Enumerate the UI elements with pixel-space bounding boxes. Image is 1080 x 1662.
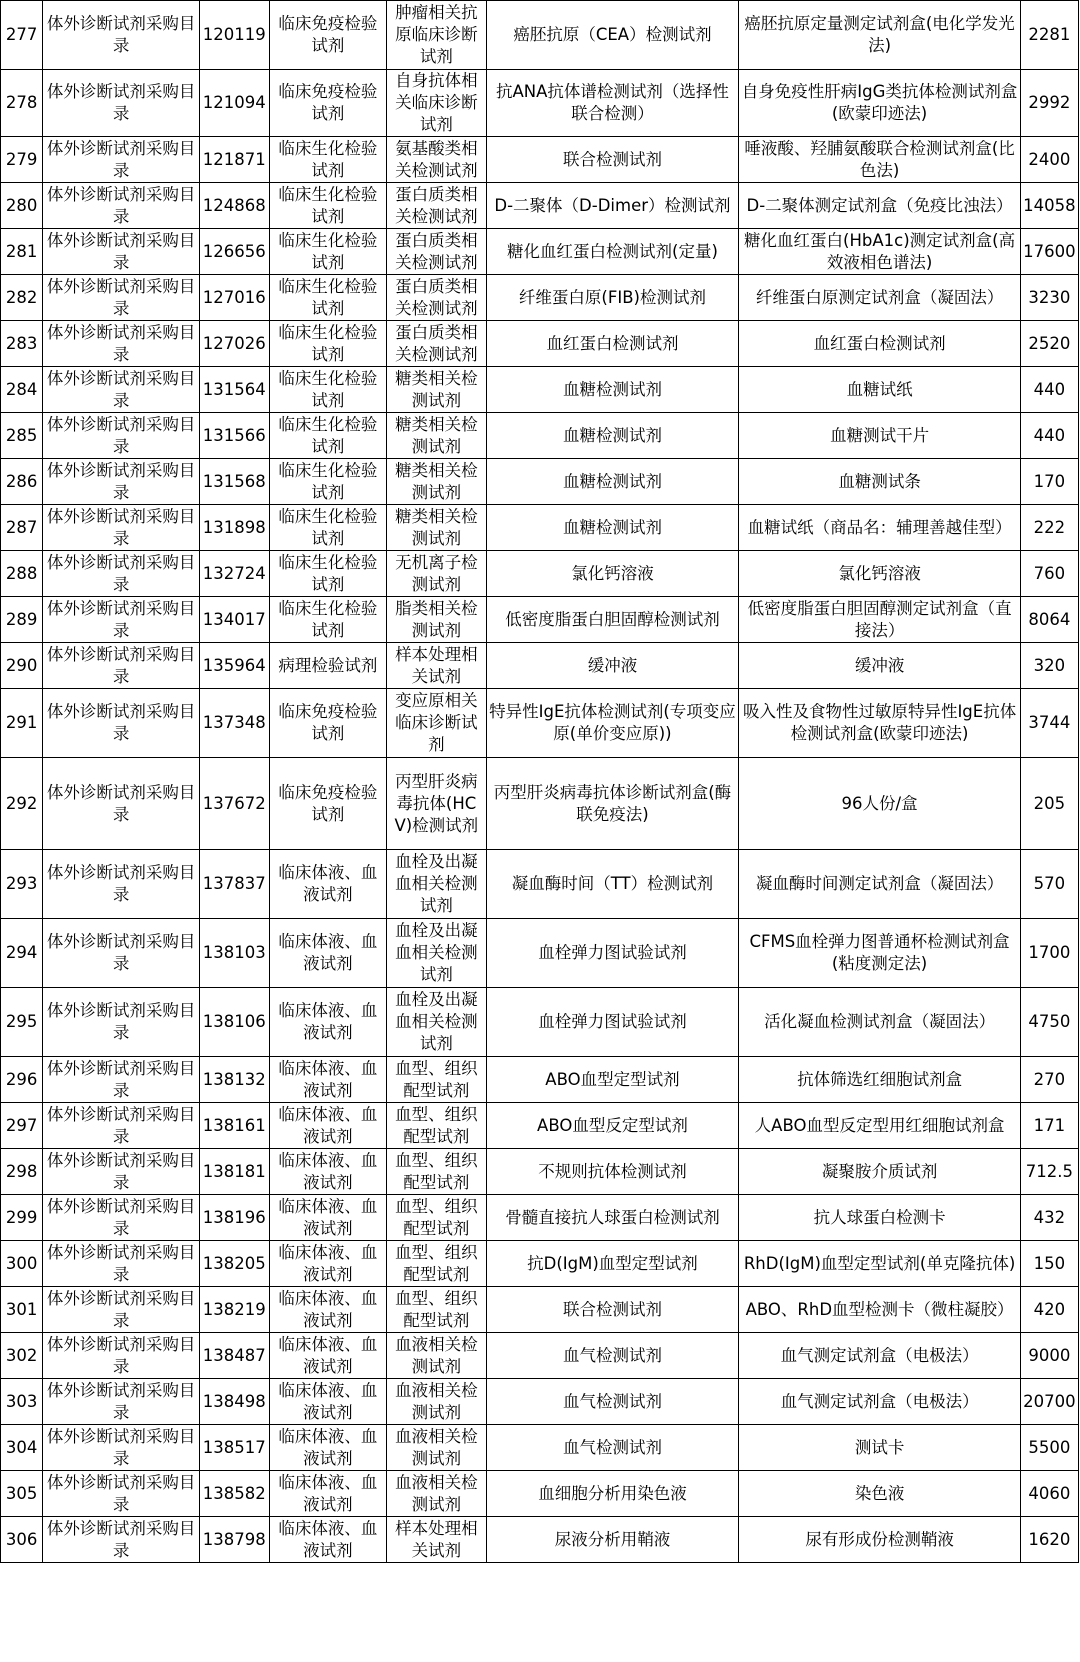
cell-reagent-name: 不规则抗体检测试剂 bbox=[486, 1149, 739, 1195]
cell-row-index: 293 bbox=[1, 850, 43, 919]
cell-catalog-name: 体外诊断试剂采购目录 bbox=[43, 1425, 200, 1471]
table-row bbox=[1, 367, 1079, 413]
cell-row-index: 290 bbox=[1, 643, 43, 689]
cell-category: 临床生化检验试剂 bbox=[269, 275, 386, 321]
cell-reagent-name: 氯化钙溶液 bbox=[486, 551, 739, 597]
table-row bbox=[1, 1333, 1079, 1379]
cell-catalog-name: 体外诊断试剂采购目录 bbox=[43, 1103, 200, 1149]
table-row bbox=[1, 1517, 1079, 1563]
cell-category: 临床生化检验试剂 bbox=[269, 505, 386, 551]
table-row bbox=[1, 1, 1079, 70]
table-row bbox=[1, 1241, 1079, 1287]
cell-reagent-name: 血糖检测试剂 bbox=[486, 367, 739, 413]
table-row bbox=[1, 70, 1079, 137]
cell-row-index: 278 bbox=[1, 70, 43, 137]
cell-row-index: 300 bbox=[1, 1241, 43, 1287]
cell-row-index: 286 bbox=[1, 459, 43, 505]
cell-product-code: 127016 bbox=[199, 275, 269, 321]
cell-row-index: 285 bbox=[1, 413, 43, 459]
cell-row-index: 296 bbox=[1, 1057, 43, 1103]
cell-price: 8064 bbox=[1020, 597, 1078, 643]
cell-subcategory: 糖类相关检测试剂 bbox=[387, 413, 486, 459]
cell-subcategory: 无机离子检测试剂 bbox=[387, 551, 486, 597]
cell-category: 临床体液、血液试剂 bbox=[269, 1517, 386, 1563]
cell-category: 临床生化检验试剂 bbox=[269, 413, 386, 459]
cell-subcategory: 肿瘤相关抗原临床诊断试剂 bbox=[387, 1, 486, 70]
cell-product-name: 血气测定试剂盒（电极法） bbox=[739, 1333, 1020, 1379]
cell-row-index: 283 bbox=[1, 321, 43, 367]
cell-product-name: 尿有形成份检测鞘液 bbox=[739, 1517, 1020, 1563]
cell-category: 临床免疫检验试剂 bbox=[269, 758, 386, 850]
table-row bbox=[1, 1287, 1079, 1333]
cell-subcategory: 自身抗体相关临床诊断试剂 bbox=[387, 70, 486, 137]
cell-category: 临床体液、血液试剂 bbox=[269, 1333, 386, 1379]
cell-row-index: 299 bbox=[1, 1195, 43, 1241]
cell-subcategory: 血栓及出凝血相关检测试剂 bbox=[387, 919, 486, 988]
cell-subcategory: 血栓及出凝血相关检测试剂 bbox=[387, 988, 486, 1057]
cell-catalog-name: 体外诊断试剂采购目录 bbox=[43, 1379, 200, 1425]
cell-row-index: 302 bbox=[1, 1333, 43, 1379]
cell-product-name: 抗体筛选红细胞试剂盒 bbox=[739, 1057, 1020, 1103]
cell-product-name: 血糖测试条 bbox=[739, 459, 1020, 505]
cell-category: 临床生化检验试剂 bbox=[269, 183, 386, 229]
cell-row-index: 279 bbox=[1, 137, 43, 183]
cell-subcategory: 糖类相关检测试剂 bbox=[387, 505, 486, 551]
cell-category: 临床体液、血液试剂 bbox=[269, 919, 386, 988]
table-row bbox=[1, 597, 1079, 643]
cell-price: 1620 bbox=[1020, 1517, 1078, 1563]
cell-product-name: 自身免疫性肝病IgG类抗体检测试剂盒(欧蒙印迹法) bbox=[739, 70, 1020, 137]
cell-reagent-name: 血气检测试剂 bbox=[486, 1333, 739, 1379]
cell-product-name: 血气测定试剂盒（电极法） bbox=[739, 1379, 1020, 1425]
cell-product-name: 血糖测试干片 bbox=[739, 413, 1020, 459]
cell-product-name: 血糖试纸（商品名：辅理善越佳型） bbox=[739, 505, 1020, 551]
cell-reagent-name: 联合检测试剂 bbox=[486, 1287, 739, 1333]
cell-catalog-name: 体外诊断试剂采购目录 bbox=[43, 1149, 200, 1195]
cell-price: 4060 bbox=[1020, 1471, 1078, 1517]
cell-price: 2400 bbox=[1020, 137, 1078, 183]
cell-price: 222 bbox=[1020, 505, 1078, 551]
cell-reagent-name: 血糖检测试剂 bbox=[486, 413, 739, 459]
cell-row-index: 287 bbox=[1, 505, 43, 551]
cell-row-index: 289 bbox=[1, 597, 43, 643]
table-body bbox=[1, 1, 1079, 1563]
cell-category: 临床体液、血液试剂 bbox=[269, 1149, 386, 1195]
cell-price: 570 bbox=[1020, 850, 1078, 919]
cell-product-code: 138498 bbox=[199, 1379, 269, 1425]
table-row bbox=[1, 1057, 1079, 1103]
cell-catalog-name: 体外诊断试剂采购目录 bbox=[43, 1471, 200, 1517]
cell-product-code: 138219 bbox=[199, 1287, 269, 1333]
table-row bbox=[1, 321, 1079, 367]
cell-product-code: 138798 bbox=[199, 1517, 269, 1563]
cell-reagent-name: 血气检测试剂 bbox=[486, 1379, 739, 1425]
cell-subcategory: 蛋白质类相关检测试剂 bbox=[387, 321, 486, 367]
cell-catalog-name: 体外诊断试剂采购目录 bbox=[43, 988, 200, 1057]
cell-category: 临床免疫检验试剂 bbox=[269, 689, 386, 758]
cell-subcategory: 脂类相关检测试剂 bbox=[387, 597, 486, 643]
cell-reagent-name: 血糖检测试剂 bbox=[486, 459, 739, 505]
cell-subcategory: 血型、组织配型试剂 bbox=[387, 1195, 486, 1241]
cell-product-code: 120119 bbox=[199, 1, 269, 70]
cell-reagent-name: 血糖检测试剂 bbox=[486, 505, 739, 551]
cell-reagent-name: 血气检测试剂 bbox=[486, 1425, 739, 1471]
cell-price: 320 bbox=[1020, 643, 1078, 689]
cell-row-index: 280 bbox=[1, 183, 43, 229]
cell-price: 760 bbox=[1020, 551, 1078, 597]
table-row bbox=[1, 689, 1079, 758]
cell-catalog-name: 体外诊断试剂采购目录 bbox=[43, 459, 200, 505]
cell-row-index: 295 bbox=[1, 988, 43, 1057]
cell-product-name: 人ABO血型反定型用红细胞试剂盒 bbox=[739, 1103, 1020, 1149]
cell-product-code: 132724 bbox=[199, 551, 269, 597]
cell-reagent-name: 抗D(IgM)血型定型试剂 bbox=[486, 1241, 739, 1287]
table-row bbox=[1, 413, 1079, 459]
cell-subcategory: 血液相关检测试剂 bbox=[387, 1333, 486, 1379]
cell-product-code: 124868 bbox=[199, 183, 269, 229]
cell-subcategory: 蛋白质类相关检测试剂 bbox=[387, 275, 486, 321]
cell-product-code: 138103 bbox=[199, 919, 269, 988]
cell-subcategory: 样本处理相关试剂 bbox=[387, 643, 486, 689]
cell-product-name: 纤维蛋白原测定试剂盒（凝固法） bbox=[739, 275, 1020, 321]
cell-product-code: 131566 bbox=[199, 413, 269, 459]
cell-reagent-name: 尿液分析用鞘液 bbox=[486, 1517, 739, 1563]
cell-price: 3230 bbox=[1020, 275, 1078, 321]
cell-catalog-name: 体外诊断试剂采购目录 bbox=[43, 551, 200, 597]
cell-catalog-name: 体外诊断试剂采购目录 bbox=[43, 1333, 200, 1379]
cell-product-code: 131898 bbox=[199, 505, 269, 551]
cell-row-index: 292 bbox=[1, 758, 43, 850]
table-row bbox=[1, 505, 1079, 551]
cell-reagent-name: ABO血型定型试剂 bbox=[486, 1057, 739, 1103]
cell-category: 临床生化检验试剂 bbox=[269, 229, 386, 275]
cell-subcategory: 血栓及出凝血相关检测试剂 bbox=[387, 850, 486, 919]
table-row bbox=[1, 1425, 1079, 1471]
cell-price: 2520 bbox=[1020, 321, 1078, 367]
cell-catalog-name: 体外诊断试剂采购目录 bbox=[43, 275, 200, 321]
cell-product-name: 血糖试纸 bbox=[739, 367, 1020, 413]
cell-subcategory: 血型、组织配型试剂 bbox=[387, 1103, 486, 1149]
cell-row-index: 277 bbox=[1, 1, 43, 70]
cell-product-name: D-二聚体测定试剂盒（免疫比浊法） bbox=[739, 183, 1020, 229]
cell-product-code: 126656 bbox=[199, 229, 269, 275]
cell-catalog-name: 体外诊断试剂采购目录 bbox=[43, 367, 200, 413]
cell-product-code: 131568 bbox=[199, 459, 269, 505]
cell-product-code: 137348 bbox=[199, 689, 269, 758]
cell-price: 420 bbox=[1020, 1287, 1078, 1333]
cell-category: 临床生化检验试剂 bbox=[269, 321, 386, 367]
cell-price: 17600 bbox=[1020, 229, 1078, 275]
cell-price: 440 bbox=[1020, 367, 1078, 413]
cell-price: 20700 bbox=[1020, 1379, 1078, 1425]
cell-price: 171 bbox=[1020, 1103, 1078, 1149]
cell-row-index: 305 bbox=[1, 1471, 43, 1517]
table-row bbox=[1, 1195, 1079, 1241]
cell-reagent-name: 血栓弹力图试验试剂 bbox=[486, 988, 739, 1057]
cell-category: 临床体液、血液试剂 bbox=[269, 850, 386, 919]
cell-category: 临床生化检验试剂 bbox=[269, 367, 386, 413]
cell-product-name: 癌胚抗原定量测定试剂盒(电化学发光法) bbox=[739, 1, 1020, 70]
cell-price: 5500 bbox=[1020, 1425, 1078, 1471]
cell-catalog-name: 体外诊断试剂采购目录 bbox=[43, 689, 200, 758]
cell-reagent-name: 骨髓直接抗人球蛋白检测试剂 bbox=[486, 1195, 739, 1241]
cell-row-index: 282 bbox=[1, 275, 43, 321]
cell-product-name: 凝血酶时间测定试剂盒（凝固法） bbox=[739, 850, 1020, 919]
cell-product-code: 138132 bbox=[199, 1057, 269, 1103]
cell-product-code: 138517 bbox=[199, 1425, 269, 1471]
table-row bbox=[1, 1379, 1079, 1425]
cell-subcategory: 血液相关检测试剂 bbox=[387, 1379, 486, 1425]
cell-product-name: 低密度脂蛋白胆固醇测定试剂盒（直接法） bbox=[739, 597, 1020, 643]
cell-subcategory: 血型、组织配型试剂 bbox=[387, 1149, 486, 1195]
cell-row-index: 298 bbox=[1, 1149, 43, 1195]
cell-price: 3744 bbox=[1020, 689, 1078, 758]
cell-price: 432 bbox=[1020, 1195, 1078, 1241]
cell-category: 临床生化检验试剂 bbox=[269, 597, 386, 643]
cell-subcategory: 糖类相关检测试剂 bbox=[387, 367, 486, 413]
cell-category: 临床体液、血液试剂 bbox=[269, 1241, 386, 1287]
table-row bbox=[1, 758, 1079, 850]
cell-catalog-name: 体外诊断试剂采购目录 bbox=[43, 137, 200, 183]
cell-product-name: 96人份/盒 bbox=[739, 758, 1020, 850]
cell-row-index: 284 bbox=[1, 367, 43, 413]
cell-category: 临床生化检验试剂 bbox=[269, 137, 386, 183]
cell-reagent-name: 特异性IgE抗体检测试剂(专项变应原(单价变应原)) bbox=[486, 689, 739, 758]
cell-row-index: 291 bbox=[1, 689, 43, 758]
table-row bbox=[1, 275, 1079, 321]
cell-category: 临床体液、血液试剂 bbox=[269, 1103, 386, 1149]
cell-product-name: RhD(IgM)血型定型试剂(单克隆抗体) bbox=[739, 1241, 1020, 1287]
table-row bbox=[1, 1149, 1079, 1195]
cell-catalog-name: 体外诊断试剂采购目录 bbox=[43, 1, 200, 70]
cell-catalog-name: 体外诊断试剂采购目录 bbox=[43, 597, 200, 643]
table-row bbox=[1, 459, 1079, 505]
cell-product-name: 抗人球蛋白检测卡 bbox=[739, 1195, 1020, 1241]
cell-reagent-name: 缓冲液 bbox=[486, 643, 739, 689]
cell-category: 临床体液、血液试剂 bbox=[269, 1471, 386, 1517]
cell-product-name: 凝聚胺介质试剂 bbox=[739, 1149, 1020, 1195]
cell-subcategory: 糖类相关检测试剂 bbox=[387, 459, 486, 505]
cell-product-name: CFMS血栓弹力图普通杯检测试剂盒(粘度测定法) bbox=[739, 919, 1020, 988]
cell-product-name: 活化凝血检测试剂盒（凝固法） bbox=[739, 988, 1020, 1057]
cell-product-name: ABO、RhD血型检测卡（微柱凝胶） bbox=[739, 1287, 1020, 1333]
cell-reagent-name: 癌胚抗原（CEA）检测试剂 bbox=[486, 1, 739, 70]
table-row bbox=[1, 183, 1079, 229]
cell-product-code: 138196 bbox=[199, 1195, 269, 1241]
cell-row-index: 288 bbox=[1, 551, 43, 597]
cell-price: 440 bbox=[1020, 413, 1078, 459]
cell-catalog-name: 体外诊断试剂采购目录 bbox=[43, 229, 200, 275]
cell-category: 临床体液、血液试剂 bbox=[269, 1195, 386, 1241]
cell-catalog-name: 体外诊断试剂采购目录 bbox=[43, 505, 200, 551]
table-row bbox=[1, 919, 1079, 988]
cell-reagent-name: 血栓弹力图试验试剂 bbox=[486, 919, 739, 988]
cell-subcategory: 变应原相关临床诊断试剂 bbox=[387, 689, 486, 758]
cell-reagent-name: ABO血型反定型试剂 bbox=[486, 1103, 739, 1149]
cell-category: 临床体液、血液试剂 bbox=[269, 1057, 386, 1103]
cell-product-name: 缓冲液 bbox=[739, 643, 1020, 689]
cell-catalog-name: 体外诊断试剂采购目录 bbox=[43, 413, 200, 459]
cell-category: 临床免疫检验试剂 bbox=[269, 1, 386, 70]
cell-reagent-name: 低密度脂蛋白胆固醇检测试剂 bbox=[486, 597, 739, 643]
cell-row-index: 301 bbox=[1, 1287, 43, 1333]
cell-product-code: 137672 bbox=[199, 758, 269, 850]
table-row bbox=[1, 988, 1079, 1057]
cell-row-index: 297 bbox=[1, 1103, 43, 1149]
table-row bbox=[1, 850, 1079, 919]
cell-catalog-name: 体外诊断试剂采购目录 bbox=[43, 919, 200, 988]
cell-category: 病理检验试剂 bbox=[269, 643, 386, 689]
table-row bbox=[1, 643, 1079, 689]
cell-category: 临床生化检验试剂 bbox=[269, 551, 386, 597]
cell-product-code: 135964 bbox=[199, 643, 269, 689]
table-row bbox=[1, 229, 1079, 275]
cell-reagent-name: 血细胞分析用染色液 bbox=[486, 1471, 739, 1517]
cell-reagent-name: 血红蛋白检测试剂 bbox=[486, 321, 739, 367]
cell-reagent-name: 糖化血红蛋白检测试剂(定量) bbox=[486, 229, 739, 275]
cell-reagent-name: 丙型肝炎病毒抗体诊断试剂盒(酶联免疫法) bbox=[486, 758, 739, 850]
cell-row-index: 304 bbox=[1, 1425, 43, 1471]
cell-catalog-name: 体外诊断试剂采购目录 bbox=[43, 1195, 200, 1241]
cell-subcategory: 血型、组织配型试剂 bbox=[387, 1057, 486, 1103]
cell-reagent-name: 抗ANA抗体谱检测试剂（选择性联合检测） bbox=[486, 70, 739, 137]
cell-catalog-name: 体外诊断试剂采购目录 bbox=[43, 1241, 200, 1287]
cell-product-name: 吸入性及食物性过敏原特异性IgE抗体检测试剂盒(欧蒙印迹法) bbox=[739, 689, 1020, 758]
cell-price: 205 bbox=[1020, 758, 1078, 850]
cell-product-code: 137837 bbox=[199, 850, 269, 919]
cell-product-code: 121094 bbox=[199, 70, 269, 137]
cell-catalog-name: 体外诊断试剂采购目录 bbox=[43, 758, 200, 850]
cell-subcategory: 丙型肝炎病毒抗体(HCV)检测试剂 bbox=[387, 758, 486, 850]
cell-category: 临床免疫检验试剂 bbox=[269, 70, 386, 137]
cell-catalog-name: 体外诊断试剂采购目录 bbox=[43, 850, 200, 919]
cell-category: 临床体液、血液试剂 bbox=[269, 1379, 386, 1425]
cell-row-index: 303 bbox=[1, 1379, 43, 1425]
cell-price: 2281 bbox=[1020, 1, 1078, 70]
cell-catalog-name: 体外诊断试剂采购目录 bbox=[43, 183, 200, 229]
cell-product-code: 138205 bbox=[199, 1241, 269, 1287]
cell-category: 临床体液、血液试剂 bbox=[269, 1425, 386, 1471]
cell-product-name: 染色液 bbox=[739, 1471, 1020, 1517]
cell-product-code: 131564 bbox=[199, 367, 269, 413]
table-row bbox=[1, 551, 1079, 597]
cell-subcategory: 氨基酸类相关检测试剂 bbox=[387, 137, 486, 183]
cell-product-code: 121871 bbox=[199, 137, 269, 183]
cell-product-name: 氯化钙溶液 bbox=[739, 551, 1020, 597]
cell-subcategory: 样本处理相关试剂 bbox=[387, 1517, 486, 1563]
cell-catalog-name: 体外诊断试剂采购目录 bbox=[43, 321, 200, 367]
cell-reagent-name: 联合检测试剂 bbox=[486, 137, 739, 183]
cell-product-code: 138487 bbox=[199, 1333, 269, 1379]
cell-price: 2992 bbox=[1020, 70, 1078, 137]
cell-price: 270 bbox=[1020, 1057, 1078, 1103]
cell-product-name: 血红蛋白检测试剂 bbox=[739, 321, 1020, 367]
cell-product-code: 127026 bbox=[199, 321, 269, 367]
cell-subcategory: 血型、组织配型试剂 bbox=[387, 1287, 486, 1333]
cell-product-name: 唾液酸、羟脯氨酸联合检测试剂盒(比色法) bbox=[739, 137, 1020, 183]
cell-price: 14058 bbox=[1020, 183, 1078, 229]
cell-category: 临床生化检验试剂 bbox=[269, 459, 386, 505]
cell-product-code: 138106 bbox=[199, 988, 269, 1057]
table-row bbox=[1, 137, 1079, 183]
cell-category: 临床体液、血液试剂 bbox=[269, 988, 386, 1057]
cell-subcategory: 血液相关检测试剂 bbox=[387, 1425, 486, 1471]
cell-product-name: 糖化血红蛋白(HbA1c)测定试剂盒(高效液相色谱法) bbox=[739, 229, 1020, 275]
cell-product-name: 测试卡 bbox=[739, 1425, 1020, 1471]
cell-price: 170 bbox=[1020, 459, 1078, 505]
cell-subcategory: 蛋白质类相关检测试剂 bbox=[387, 183, 486, 229]
cell-catalog-name: 体外诊断试剂采购目录 bbox=[43, 1057, 200, 1103]
cell-reagent-name: D-二聚体（D-Dimer）检测试剂 bbox=[486, 183, 739, 229]
cell-reagent-name: 纤维蛋白原(FIB)检测试剂 bbox=[486, 275, 739, 321]
cell-price: 4750 bbox=[1020, 988, 1078, 1057]
cell-price: 712.5 bbox=[1020, 1149, 1078, 1195]
cell-subcategory: 血型、组织配型试剂 bbox=[387, 1241, 486, 1287]
cell-reagent-name: 凝血酶时间（TT）检测试剂 bbox=[486, 850, 739, 919]
cell-catalog-name: 体外诊断试剂采购目录 bbox=[43, 643, 200, 689]
cell-catalog-name: 体外诊断试剂采购目录 bbox=[43, 1517, 200, 1563]
cell-subcategory: 蛋白质类相关检测试剂 bbox=[387, 229, 486, 275]
cell-price: 150 bbox=[1020, 1241, 1078, 1287]
cell-category: 临床体液、血液试剂 bbox=[269, 1287, 386, 1333]
cell-catalog-name: 体外诊断试剂采购目录 bbox=[43, 70, 200, 137]
table-row bbox=[1, 1103, 1079, 1149]
cell-price: 9000 bbox=[1020, 1333, 1078, 1379]
table-row bbox=[1, 1471, 1079, 1517]
cell-row-index: 281 bbox=[1, 229, 43, 275]
cell-subcategory: 血液相关检测试剂 bbox=[387, 1471, 486, 1517]
cell-product-code: 138161 bbox=[199, 1103, 269, 1149]
cell-row-index: 294 bbox=[1, 919, 43, 988]
cell-row-index: 306 bbox=[1, 1517, 43, 1563]
cell-catalog-name: 体外诊断试剂采购目录 bbox=[43, 1287, 200, 1333]
cell-price: 1700 bbox=[1020, 919, 1078, 988]
cell-product-code: 138582 bbox=[199, 1471, 269, 1517]
cell-product-code: 138181 bbox=[199, 1149, 269, 1195]
cell-product-code: 134017 bbox=[199, 597, 269, 643]
